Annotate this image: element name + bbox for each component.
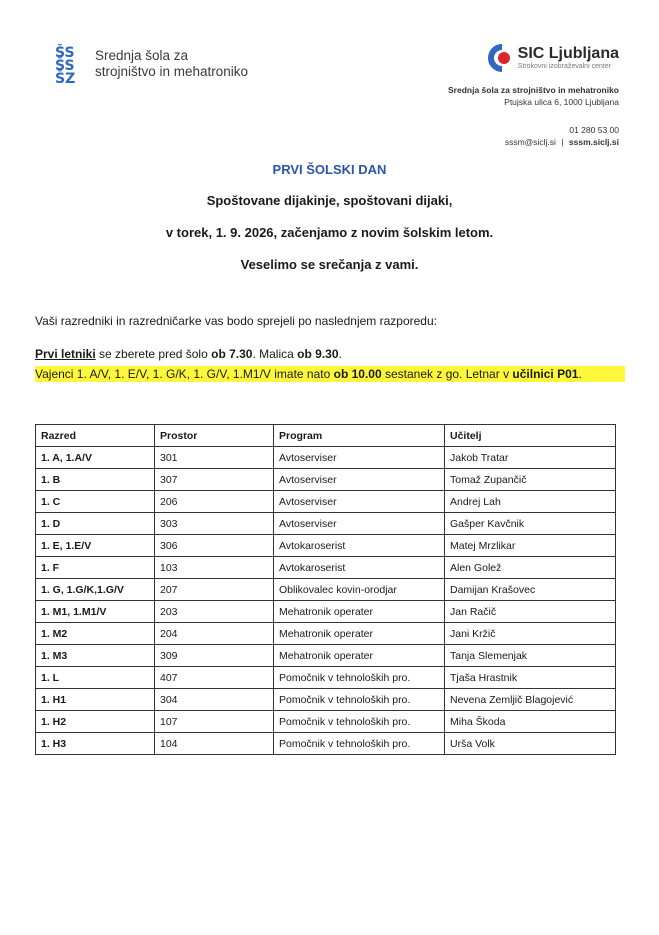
table-row bbox=[36, 645, 616, 667]
cell-ucitelj: Tanja Slemenjak bbox=[445, 645, 616, 667]
table-row bbox=[36, 535, 616, 557]
school-logo-text bbox=[95, 48, 248, 80]
cell-program: Pomočnik v tehnoloških pro. bbox=[274, 711, 445, 733]
table-row bbox=[36, 601, 616, 623]
table-row bbox=[36, 469, 616, 491]
notice-text bbox=[35, 366, 625, 382]
schedule-end: . bbox=[338, 347, 342, 361]
cell-program: Avtoserviser bbox=[274, 513, 445, 535]
cell-razred: 1. B bbox=[36, 469, 155, 491]
cell-ucitelj: Jan Račič bbox=[445, 601, 616, 623]
sss-logo-icon bbox=[55, 44, 85, 84]
cell-ucitelj: Matej Mrzlikar bbox=[445, 535, 616, 557]
cell-razred: 1. H2 bbox=[36, 711, 155, 733]
email-link[interactable]: sssm@siclj.si bbox=[504, 137, 556, 147]
col-header-razred: Razred bbox=[36, 425, 155, 447]
cell-razred: 1. D bbox=[36, 513, 155, 535]
notice-part2: sestanek z go. Letnar v bbox=[381, 367, 513, 381]
schedule-prefix: Prvi letniki bbox=[35, 347, 96, 361]
cell-ucitelj: Jakob Tratar bbox=[445, 447, 616, 469]
notice-time: ob 10.00 bbox=[333, 367, 382, 381]
notice-part1: Vajenci 1. A/V, 1. E/V, 1. G/K, 1. G/V, 1.M1/V imate nato bbox=[35, 367, 334, 381]
col-header-ucitelj: Učitelj bbox=[445, 425, 616, 447]
phone: 01 280 53 00 bbox=[569, 125, 619, 135]
cell-ucitelj: Miha Škoda bbox=[445, 711, 616, 733]
table-row bbox=[36, 447, 616, 469]
cell-razred: 1. H1 bbox=[36, 689, 155, 711]
cell-razred: 1. F bbox=[36, 557, 155, 579]
cell-program: Pomočnik v tehnoloških pro. bbox=[274, 667, 445, 689]
cell-program: Oblikovalec kovin-orodjar bbox=[274, 579, 445, 601]
sic-logo-icon bbox=[480, 41, 514, 75]
cell-ucitelj: Tomaž Zupančič bbox=[445, 469, 616, 491]
cell-razred: 1. A, 1.A/V bbox=[36, 447, 155, 469]
cell-program: Avtokaroserist bbox=[274, 557, 445, 579]
cell-prostor: 301 bbox=[155, 447, 274, 469]
cell-razred: 1. L bbox=[36, 667, 155, 689]
cell-razred: 1. M1, 1.M1/V bbox=[36, 601, 155, 623]
cell-ucitelj: Andrej Lah bbox=[445, 491, 616, 513]
table-row bbox=[36, 557, 616, 579]
school-logo bbox=[55, 44, 248, 84]
cell-prostor: 207 bbox=[155, 579, 274, 601]
cell-ucitelj: Jani Kržič bbox=[445, 623, 616, 645]
table-row bbox=[36, 623, 616, 645]
cell-razred: 1. M2 bbox=[36, 623, 155, 645]
cell-ucitelj: Urša Volk bbox=[445, 733, 616, 755]
school-name: Srednja šola za strojništvo in mehatroniko bbox=[448, 85, 619, 95]
cell-ucitelj: Alen Golež bbox=[445, 557, 616, 579]
cell-ucitelj: Nevena Zemljič Blagojević bbox=[445, 689, 616, 711]
intro-text: Vaši razredniki in razredničarke vas bodo sprejeli po naslednjem razporedu: bbox=[35, 314, 437, 328]
cell-program: Mehatronik operater bbox=[274, 601, 445, 623]
cell-prostor: 307 bbox=[155, 469, 274, 491]
contact-separator: | bbox=[561, 137, 564, 147]
heading: PRVI ŠOLSKI DAN bbox=[272, 162, 387, 177]
cell-prostor: 304 bbox=[155, 689, 274, 711]
sic-logo bbox=[480, 41, 619, 75]
svg-text:ŠS: ŠS bbox=[55, 45, 75, 61]
col-header-program: Program bbox=[274, 425, 445, 447]
cell-razred: 1. E, 1.E/V bbox=[36, 535, 155, 557]
schedule-time2: ob 9.30 bbox=[297, 347, 339, 361]
schedule-mid2: . Malica bbox=[252, 347, 298, 361]
notice-room: učilnici P01 bbox=[512, 367, 579, 381]
table-row bbox=[36, 513, 616, 535]
cell-prostor: 104 bbox=[155, 733, 274, 755]
cell-prostor: 204 bbox=[155, 623, 274, 645]
cell-program: Avtoserviser bbox=[274, 491, 445, 513]
date-line: v torek, 1. 9. 2026, začenjamo z novim šolskim letom. bbox=[165, 225, 494, 240]
cell-prostor: 306 bbox=[155, 535, 274, 557]
cell-program: Pomočnik v tehnoloških pro. bbox=[274, 733, 445, 755]
sic-subtitle: Strokovni izobraževalni center bbox=[517, 63, 612, 70]
cell-program: Avtoserviser bbox=[274, 447, 445, 469]
greeting: Spoštovane dijakinje, spoštovani dijaki, bbox=[206, 193, 453, 208]
cell-prostor: 309 bbox=[155, 645, 274, 667]
cell-prostor: 206 bbox=[155, 491, 274, 513]
cell-prostor: 407 bbox=[155, 667, 274, 689]
cell-program: Avtoserviser bbox=[274, 469, 445, 491]
website-link[interactable]: sssm.siclj.si bbox=[568, 137, 619, 147]
schedule-time1: ob 7.30 bbox=[211, 347, 253, 361]
schedule-mid1: se zberete pred šolo bbox=[95, 347, 212, 361]
cell-razred: 1. H3 bbox=[36, 733, 155, 755]
address-block bbox=[448, 84, 619, 108]
table-row bbox=[36, 733, 616, 755]
cell-prostor: 203 bbox=[155, 601, 274, 623]
cell-prostor: 303 bbox=[155, 513, 274, 535]
school-logo-line2: strojništvo in mehatroniko bbox=[95, 64, 249, 79]
cell-razred: 1. G, 1.G/K,1.G/V bbox=[36, 579, 155, 601]
cell-razred: 1. M3 bbox=[36, 645, 155, 667]
sic-title: SIC Ljubljana bbox=[517, 45, 619, 62]
schedule-text bbox=[35, 346, 342, 362]
table-row bbox=[36, 711, 616, 733]
cell-prostor: 107 bbox=[155, 711, 274, 733]
cell-prostor: 103 bbox=[155, 557, 274, 579]
schedule-table bbox=[35, 424, 616, 755]
school-logo-line1: Srednja šola za bbox=[95, 48, 189, 63]
table-row bbox=[36, 667, 616, 689]
cell-razred: 1. C bbox=[36, 491, 155, 513]
table-row bbox=[36, 579, 616, 601]
cell-ucitelj: Damijan Krašovec bbox=[445, 579, 616, 601]
table-row bbox=[36, 491, 616, 513]
cell-program: Pomočnik v tehnoloških pro. bbox=[274, 689, 445, 711]
table-row bbox=[36, 689, 616, 711]
cell-ucitelj: Gašper Kavčnik bbox=[445, 513, 616, 535]
cell-program: Mehatronik operater bbox=[274, 623, 445, 645]
col-header-prostor: Prostor bbox=[155, 425, 274, 447]
svg-text:ŠZ: ŠZ bbox=[55, 71, 76, 84]
table-header-row bbox=[36, 425, 616, 447]
address: Ptujska ulica 6, 1000 Ljubljana bbox=[504, 97, 619, 107]
svg-text:ŠS: ŠS bbox=[55, 58, 75, 74]
cell-ucitelj: Tjaša Hrastnik bbox=[445, 667, 616, 689]
closing-line: Veselimo se srečanja z vami. bbox=[240, 257, 419, 272]
notice-end: . bbox=[578, 367, 582, 381]
cell-program: Mehatronik operater bbox=[274, 645, 445, 667]
contact-block bbox=[505, 124, 619, 148]
cell-program: Avtokaroserist bbox=[274, 535, 445, 557]
